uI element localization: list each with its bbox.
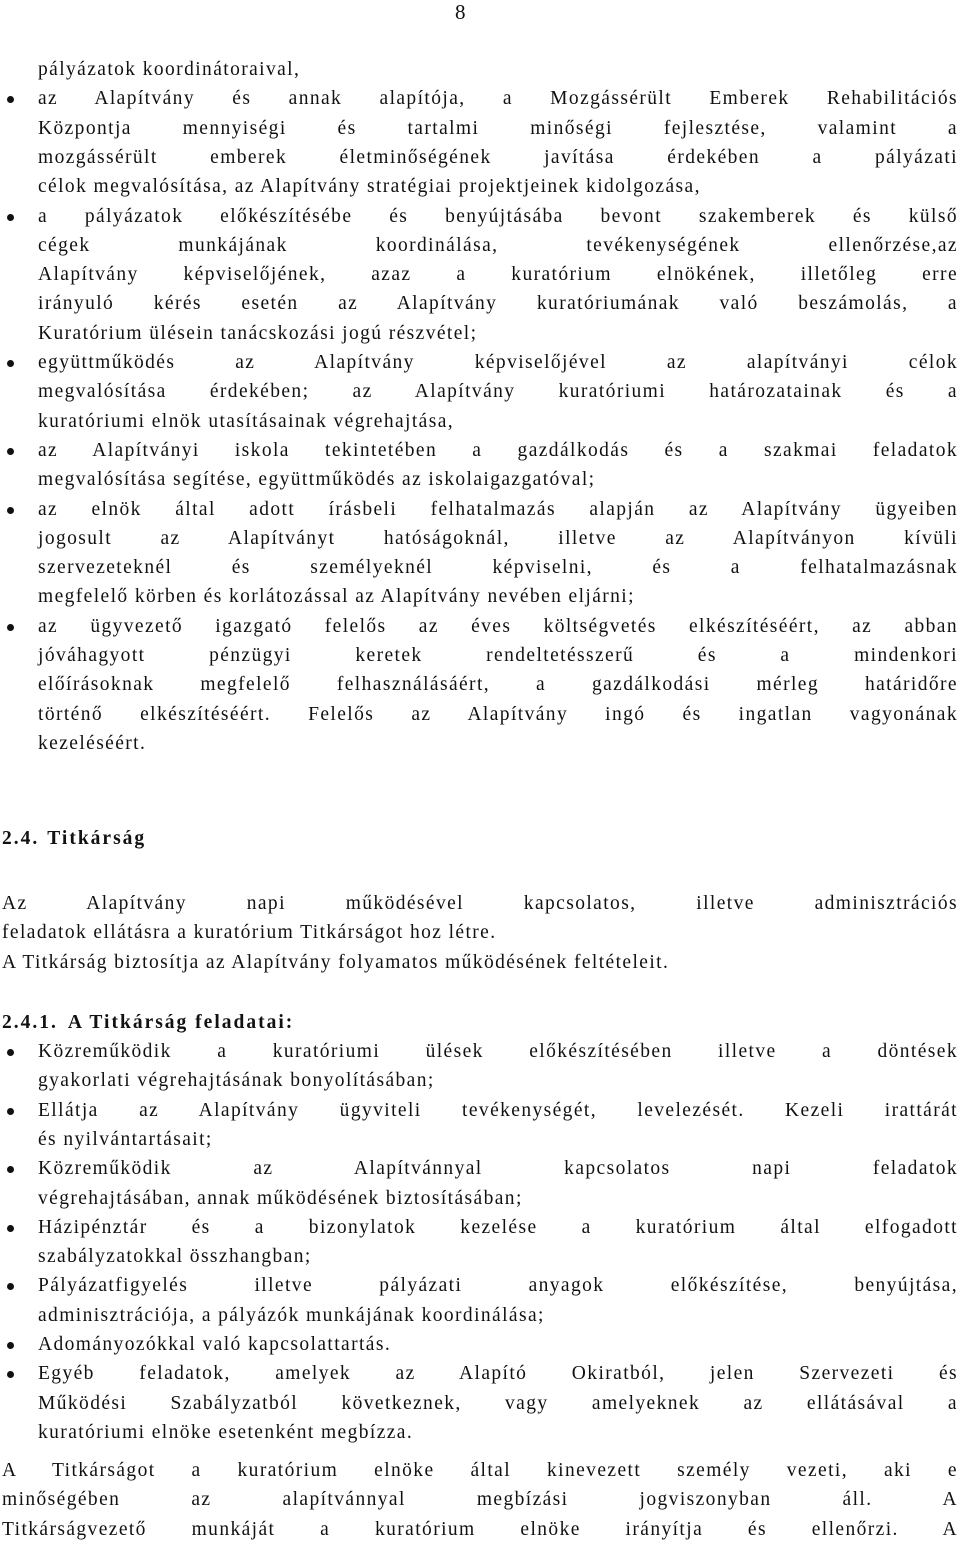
paragraph-line: A Titkárságot a kuratórium elnöke által kinevezett személy vezeti, aki e — [2, 1460, 958, 1481]
list-item-line: pályázatok koordinátoraival, — [38, 59, 301, 80]
list-item-line: együttműködés az Alapítvány képviselőjével az alapítványi célok — [38, 352, 958, 373]
list-item-line: irányuló kérés esetén az Alapítvány kuratóriumának való beszámolás, a — [38, 293, 958, 315]
list-item-line: Adományozókkal való kapcsolattartás. — [38, 1334, 392, 1355]
bullet-icon — [7, 624, 14, 631]
bullet-icon — [7, 1166, 14, 1173]
bullet-icon — [7, 448, 14, 455]
list-item-line: Ellátja az Alapítvány ügyviteli tevékenységét, levelezését. Kezeli irattárát — [38, 1099, 958, 1121]
list-item-line: Kuratórium ülésein tanácskozási jogú részvétel; — [38, 322, 478, 344]
list-item-line: célok megvalósítása, az Alapítvány stratégiai projektjeinek kidolgozása, — [38, 176, 701, 198]
list-item-line: jogosult az Alapítványt hatóságoknál, illetve az Alapítványon kívüli — [38, 527, 958, 549]
list-item-line: szervezeteknél és személyeknél képviselni, és a felhatalmazásnak — [38, 557, 958, 579]
bullet-icon — [7, 96, 14, 103]
list-item-line: az Alapítványi iskola tekintetében a gazdálkodás és a szakmai feladatok — [38, 439, 958, 461]
bullet-icon — [7, 360, 14, 367]
bullet-icon — [7, 1049, 14, 1056]
bullet-icon — [7, 1283, 14, 1290]
list-item-line: az elnök által adott írásbeli felhatalmazás alapján az Alapítvány ügyeiben — [38, 498, 958, 520]
paragraph-line: minőségében az alapítvánnyal megbízási jogviszonyban áll. A — [2, 1489, 958, 1511]
bullet-icon — [7, 1371, 14, 1378]
list-item-line: Házipénztár és a bizonylatok kezelése a kuratórium által elfogadott — [38, 1216, 958, 1238]
list-item-line: történő elkészítéséért. Felelős az Alapítvány ingó és ingatlan vagyonának — [38, 703, 958, 725]
bullet-icon — [7, 507, 14, 514]
list-item-line: adminisztrációja, a pályázók munkájának koordinálása; — [38, 1304, 545, 1326]
list-item-line: az Alapítvány és annak alapítója, a Mozgássérült Emberek Rehabilitációs — [38, 88, 958, 110]
heading-title: Titkárság — [47, 828, 147, 849]
list-item-line: megfelelő körben és korlátozással az Alapítvány nevében eljárni; — [38, 586, 635, 608]
bullet-icon — [7, 1225, 14, 1232]
list-item-line: Központja mennyiségi és tartalmi minőségi fejlesztése, valamint a — [38, 117, 958, 139]
section_heading — [2, 829, 146, 849]
bullet-icon — [7, 1108, 14, 1115]
heading-title: A Titkárság feladatai: — [67, 1012, 295, 1033]
list-item-line: végrehajtásában, annak működésének biztosításában; — [38, 1187, 523, 1209]
bullet-icon — [7, 214, 14, 221]
list-item-line: Egyéb feladatok, amelyek az Alapító Okiratból, jelen Szervezeti és — [38, 1363, 958, 1385]
heading-number: 2.4.1. — [2, 1012, 58, 1033]
list-item-line: és nyilvántartásait; — [38, 1128, 213, 1150]
paragraph-line: Titkárságvezető munkáját a kuratórium elnöke irányítja és ellenőrzi. A — [2, 1518, 958, 1540]
subsection_heading — [2, 1013, 294, 1033]
list-item-line: mozgássérült emberek életminőségének javítása érdekében a pályázati — [38, 146, 958, 168]
list-item-line: Pályázatfigyelés illetve pályázati anyagok előkészítése, benyújtása, — [38, 1275, 958, 1297]
list-item-line: Működési Szabályzatból következnek, vagy amelyeknek az ellátásával a — [38, 1392, 958, 1414]
list-item-line: kuratóriumi elnök utasításainak végrehajtása, — [38, 410, 455, 432]
paragraph-line: A Titkárság biztosítja az Alapítvány folyamatos működésének feltételeit. — [2, 951, 670, 973]
list-item-line: cégek munkájának koordinálása, tevékenységének ellenőrzése,az — [38, 234, 958, 256]
list-item-line: Közreműködik az Alapítvánnyal kapcsolatos napi feladatok — [38, 1158, 958, 1180]
list-item-line: Alapítvány képviselőjének, azaz a kuratórium elnökének, illetőleg erre — [38, 264, 958, 286]
list-item-line: megvalósítása érdekében; az Alapítvány kuratóriumi határozatainak és a — [38, 381, 958, 403]
list-item-line: kuratóriumi elnöke esetenként megbízza. — [38, 1421, 414, 1443]
paragraph-line: feladatok ellátásra a kuratórium Titkárságot hoz létre. — [2, 922, 497, 944]
list-item-line: kezeléséért. — [38, 732, 147, 754]
list-item-line: az ügyvezető igazgató felelős az éves költségvetés elkészítéséért, az abban — [38, 615, 958, 637]
list-item-line: megvalósítása segítése, együttműködés az iskolaigazgatóval; — [38, 469, 596, 491]
list-item-line: a pályázatok előkészítésébe és benyújtásába bevont szakemberek és külső — [38, 205, 958, 227]
list-item-line: jóváhagyott pénzügyi keretek rendeltetésszerű és a mindenkori — [38, 645, 958, 666]
bullet-icon — [7, 1342, 14, 1349]
page-number: 8 — [455, 0, 467, 24]
list-item-line: szabályzatokkal összhangban; — [38, 1246, 312, 1268]
list-item-line: előírásoknak megfelelő felhasználásáért, a gazdálkodási mérleg határidőre — [38, 674, 958, 696]
list-item-line: Közreműködik a kuratóriumi ülések előkészítésében illetve a döntések — [38, 1041, 958, 1062]
list-item-line: gyakorlati végrehajtásának bonyolításában; — [38, 1070, 435, 1092]
paragraph-line: Az Alapítvány napi működésével kapcsolatos, illetve adminisztrációs — [2, 893, 958, 914]
heading-number: 2.4. — [2, 828, 40, 849]
